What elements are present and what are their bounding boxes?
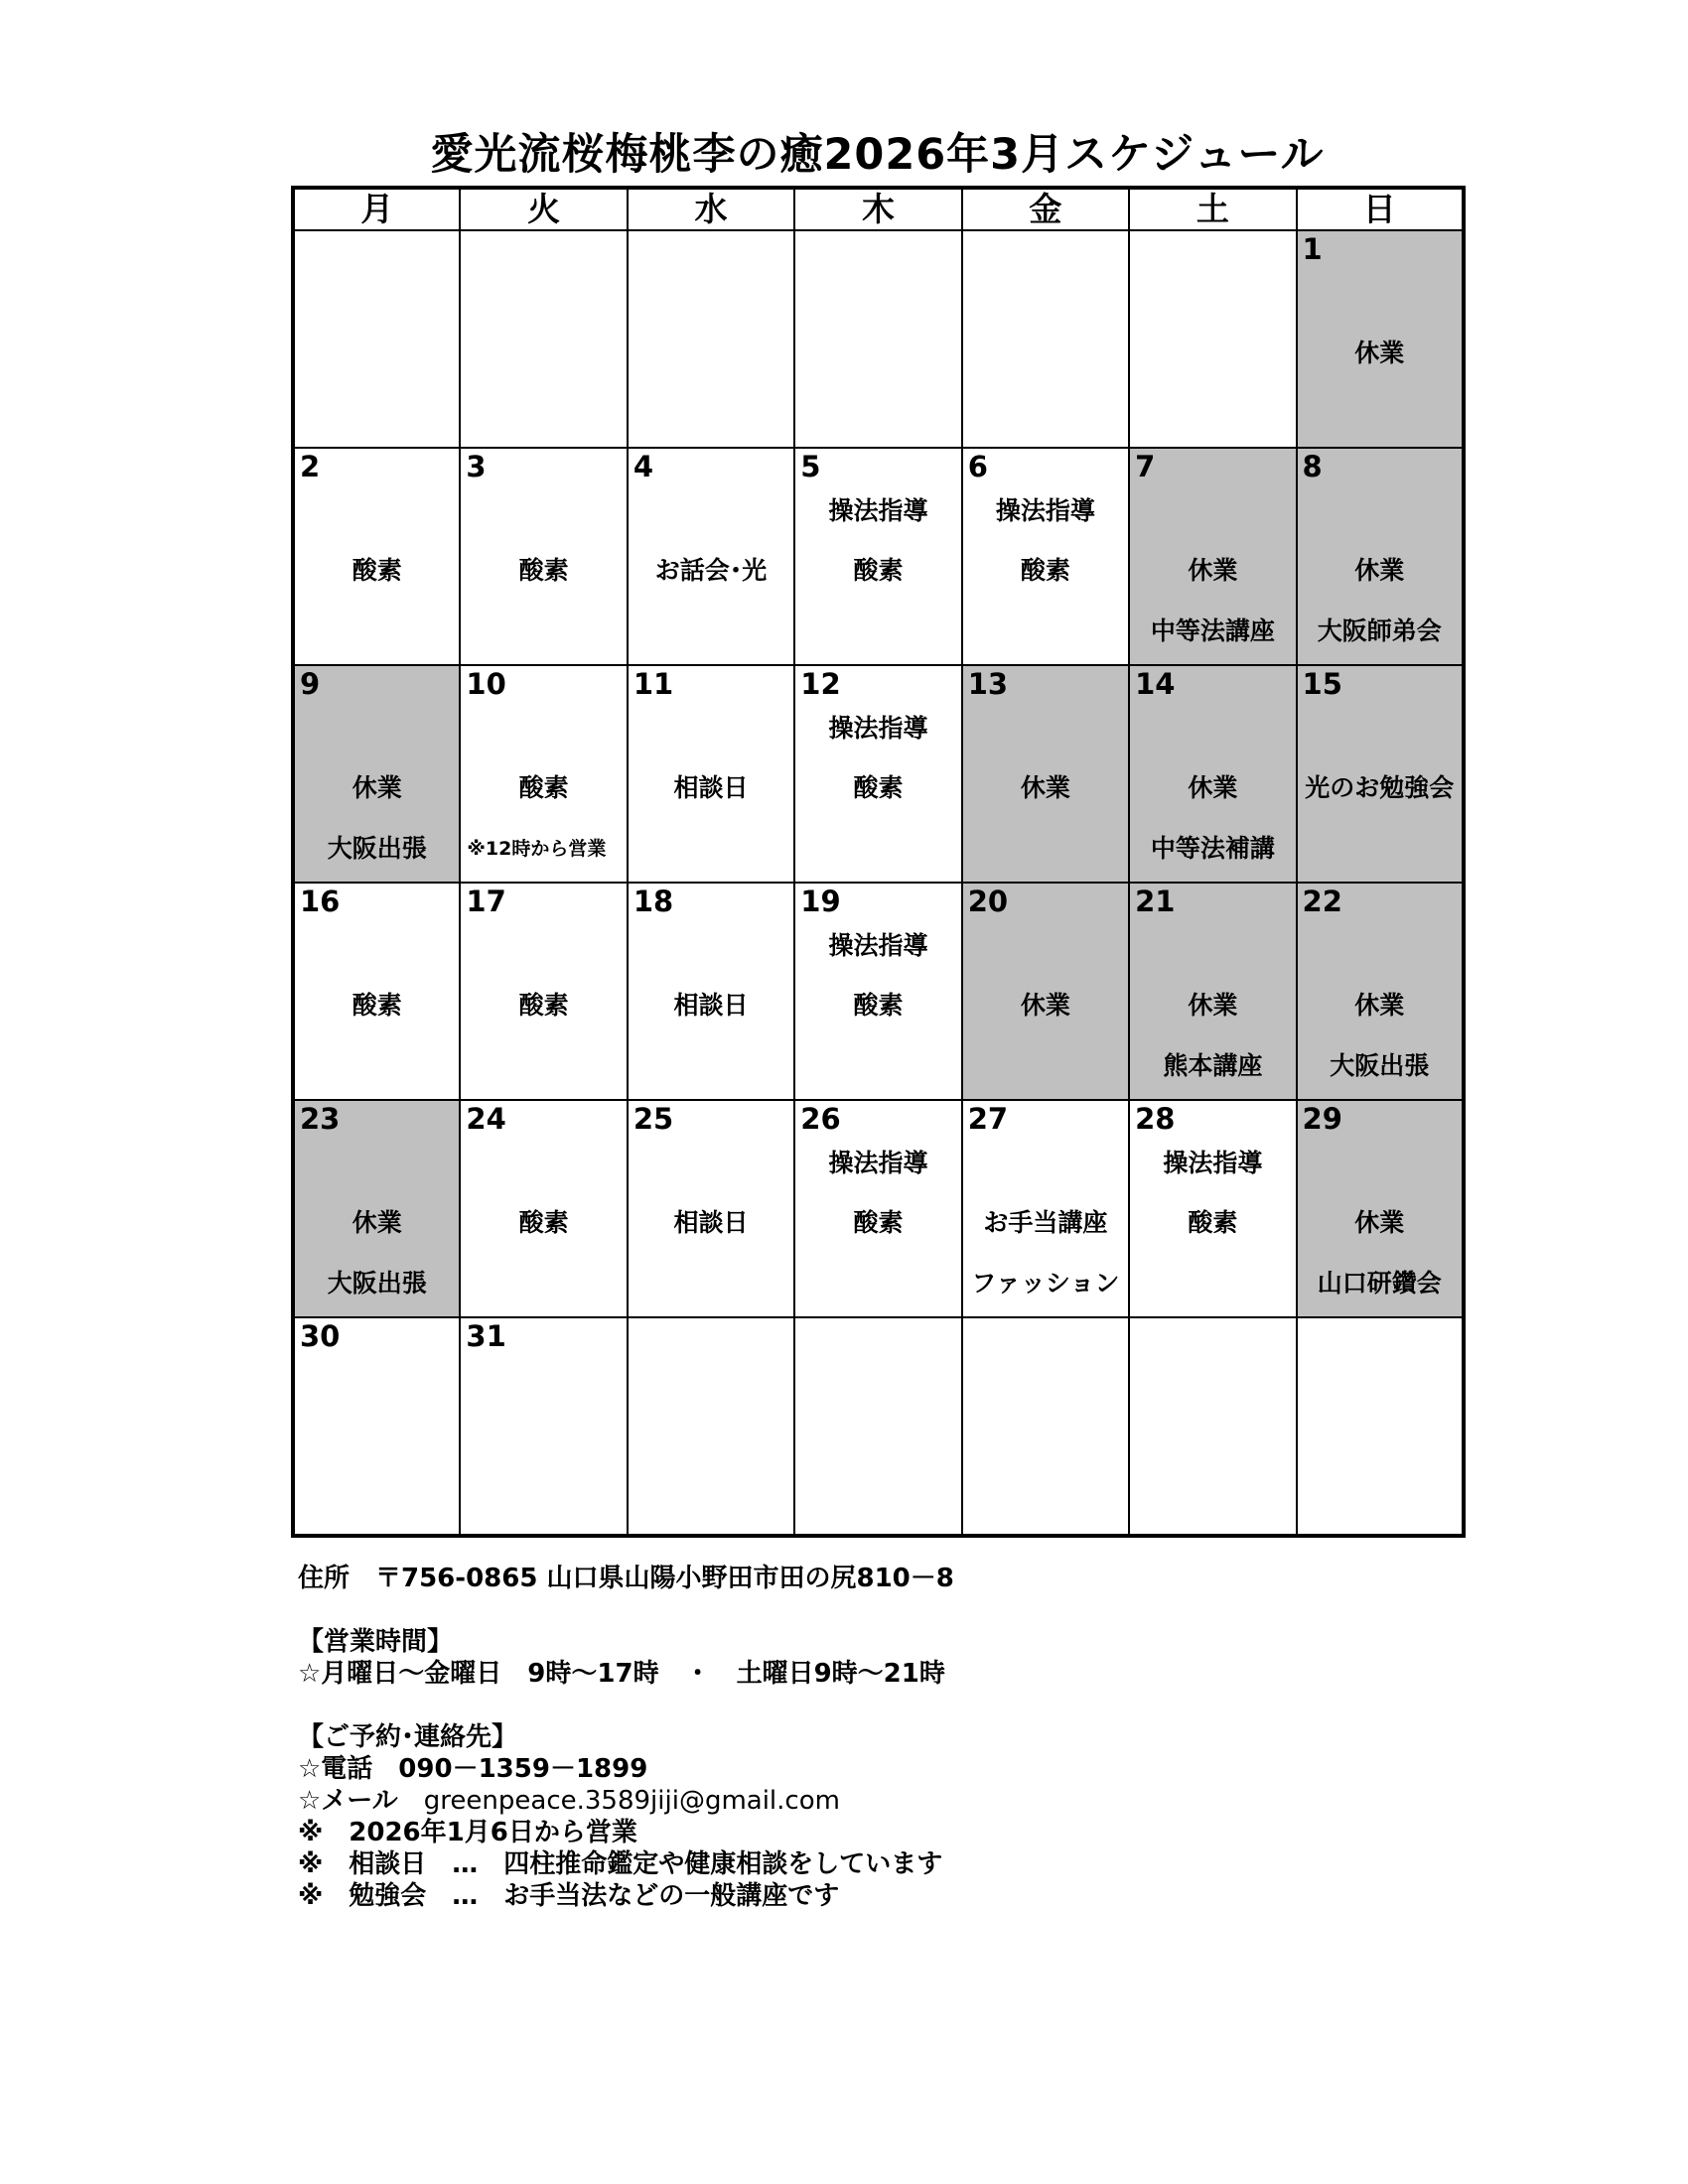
event-line: 休業 <box>1188 991 1238 1020</box>
event-line: お手当講座 <box>983 1208 1108 1237</box>
event-line: 操法指導 <box>995 496 1095 525</box>
event-line: 休業 <box>1354 991 1405 1020</box>
weekday-header: 火 <box>460 188 627 230</box>
event-line: 熊本講座 <box>1163 1051 1263 1080</box>
day-cell <box>460 1317 627 1536</box>
day-cell <box>628 1317 794 1536</box>
event-line: 酸素 <box>853 773 904 802</box>
event-line: 休業 <box>1354 339 1405 367</box>
event-line: 休業 <box>1354 556 1405 585</box>
event-line: 酸素 <box>1188 1208 1238 1237</box>
day-cell <box>293 1317 460 1536</box>
event-line: 休業 <box>1020 991 1070 1020</box>
day-number: 7 <box>1135 450 1156 483</box>
day-number: 15 <box>1302 667 1342 701</box>
day-cell <box>1297 665 1464 883</box>
weekday-header: 水 <box>628 188 794 230</box>
day-cell <box>962 230 1129 448</box>
event-line: 酸素 <box>853 556 904 585</box>
day-number: 21 <box>1135 885 1176 918</box>
day-cell <box>628 448 794 665</box>
day-cell <box>628 230 794 448</box>
day-number: 20 <box>967 885 1009 918</box>
day-number: 30 <box>300 1319 341 1353</box>
day-cell <box>962 1317 1129 1536</box>
day-cell <box>962 448 1129 665</box>
event-line: 大阪出張 <box>327 834 427 863</box>
day-number: 24 <box>466 1102 506 1136</box>
business-info <box>298 1563 954 1912</box>
day-cell <box>1297 1317 1464 1536</box>
event-line: 酸素 <box>352 991 402 1020</box>
day-cell <box>460 230 627 448</box>
event-line: 相談日 <box>673 773 749 802</box>
event-line: 休業 <box>1020 773 1070 802</box>
day-number: 26 <box>800 1102 841 1136</box>
event-line: 休業 <box>1354 1208 1405 1237</box>
day-cell <box>1129 230 1296 448</box>
day-number: 12 <box>800 667 841 701</box>
day-number: 1 <box>1302 232 1323 266</box>
day-cell <box>628 665 794 883</box>
week-row <box>293 448 1464 665</box>
event-line: 操法指導 <box>828 931 928 960</box>
email-address[interactable]: greenpeace.3589jiji@gmail.com <box>423 1786 840 1816</box>
day-cell <box>1129 1100 1296 1317</box>
day-cell <box>962 883 1129 1100</box>
page-title: 愛光流桜梅桃李の癒2026年3月スケジュール <box>430 130 1325 180</box>
day-cell <box>1297 1100 1464 1317</box>
event-line: 操法指導 <box>828 714 928 743</box>
day-cell <box>1129 665 1296 883</box>
week-row <box>293 230 1464 448</box>
day-number: 3 <box>466 450 487 483</box>
week-row <box>293 883 1464 1100</box>
day-cell <box>460 665 627 883</box>
day-number: 25 <box>633 1102 674 1136</box>
day-number: 13 <box>967 667 1009 701</box>
day-cell <box>794 448 961 665</box>
weekday-header: 土 <box>1129 188 1296 230</box>
email-row <box>298 1785 954 1817</box>
day-cell <box>1129 1317 1296 1536</box>
event-line: 休業 <box>1188 773 1238 802</box>
day-cell <box>628 1100 794 1317</box>
day-number: 29 <box>1302 1102 1342 1136</box>
day-number: 5 <box>800 450 821 483</box>
day-cell <box>293 448 460 665</box>
day-number: 4 <box>633 450 654 483</box>
note-study: ※ 勉強会 … お手当法などの一般講座です <box>298 1881 840 1911</box>
week-row <box>293 665 1464 883</box>
event-line: 操法指導 <box>828 1149 928 1177</box>
event-line: 酸素 <box>352 556 402 585</box>
note-opening: ※ 2026年1月6日から営業 <box>298 1818 637 1847</box>
day-cell <box>794 1317 961 1536</box>
day-cell <box>460 448 627 665</box>
day-number: 19 <box>800 885 841 918</box>
event-line: 酸素 <box>518 991 569 1020</box>
hours-heading: 【営業時間】 <box>298 1627 454 1657</box>
address: 住所 〒756-0865 山口県山陽小野田市田の尻810－8 <box>298 1564 954 1593</box>
event-line: 休業 <box>352 773 402 802</box>
event-line: 中等法補講 <box>1150 834 1275 863</box>
day-cell <box>1129 883 1296 1100</box>
event-line: 休業 <box>1188 556 1238 585</box>
note-consultation: ※ 相談日 … 四柱推命鑑定や健康相談をしています <box>298 1849 943 1879</box>
event-line: ファッション <box>971 1269 1120 1297</box>
event-line: 酸素 <box>518 773 569 802</box>
event-line: 酸素 <box>1020 556 1070 585</box>
weekday-header: 日 <box>1297 188 1464 230</box>
day-number: 16 <box>300 885 341 918</box>
event-line: 中等法講座 <box>1150 616 1275 645</box>
event-line: ※12時から営業 <box>467 838 607 860</box>
phone: ☆電話 090－1359－1899 <box>298 1754 648 1784</box>
day-cell <box>794 1100 961 1317</box>
event-line: 酸素 <box>853 991 904 1020</box>
event-line: 相談日 <box>673 991 749 1020</box>
contact-heading: 【ご予約･連絡先】 <box>298 1722 518 1752</box>
day-cell <box>1297 230 1464 448</box>
event-line: 操法指導 <box>1163 1149 1263 1177</box>
weekday-header: 木 <box>794 188 961 230</box>
day-cell <box>962 1100 1129 1317</box>
day-number: 28 <box>1135 1102 1176 1136</box>
day-number: 27 <box>967 1102 1009 1136</box>
weekday-header-row <box>293 188 1464 230</box>
day-number: 9 <box>300 667 321 701</box>
event-line: 山口研鑽会 <box>1317 1269 1442 1297</box>
day-cell <box>460 1100 627 1317</box>
event-line: 酸素 <box>518 556 569 585</box>
day-number: 23 <box>300 1102 341 1136</box>
day-cell <box>293 883 460 1100</box>
week-row <box>293 1100 1464 1317</box>
day-number: 18 <box>633 885 674 918</box>
event-line: 大阪師弟会 <box>1317 616 1442 645</box>
event-line: 休業 <box>352 1208 402 1237</box>
day-cell <box>962 665 1129 883</box>
day-number: 2 <box>300 450 321 483</box>
event-line: お話会･光 <box>654 556 768 585</box>
email-label: ☆メール <box>298 1786 424 1816</box>
day-number: 8 <box>1302 450 1323 483</box>
event-line: 光のお勉強会 <box>1305 773 1455 802</box>
week-row <box>293 1317 1464 1536</box>
day-cell <box>794 230 961 448</box>
day-number: 14 <box>1135 667 1176 701</box>
day-cell <box>460 883 627 1100</box>
day-cell <box>1297 883 1464 1100</box>
day-cell <box>293 665 460 883</box>
day-cell <box>628 883 794 1100</box>
event-line: 大阪出張 <box>1330 1051 1430 1080</box>
day-cell <box>293 230 460 448</box>
day-cell <box>794 883 961 1100</box>
event-line: 酸素 <box>518 1208 569 1237</box>
event-line: 操法指導 <box>828 496 928 525</box>
day-number: 6 <box>967 450 988 483</box>
event-line: 相談日 <box>673 1208 749 1237</box>
day-cell <box>794 665 961 883</box>
calendar-grid <box>291 186 1466 1538</box>
day-number: 22 <box>1302 885 1342 918</box>
weekday-header: 金 <box>962 188 1129 230</box>
day-number: 11 <box>633 667 674 701</box>
day-number: 17 <box>466 885 506 918</box>
event-line: 大阪出張 <box>327 1269 427 1297</box>
weekday-header: 月 <box>293 188 460 230</box>
business-hours: ☆月曜日～金曜日 9時～17時 ・ 土曜日9時～21時 <box>298 1659 945 1689</box>
day-cell <box>293 1100 460 1317</box>
event-line: 酸素 <box>853 1208 904 1237</box>
day-cell <box>1129 448 1296 665</box>
day-number: 10 <box>466 667 506 701</box>
day-cell <box>1297 448 1464 665</box>
day-number: 31 <box>466 1319 506 1353</box>
